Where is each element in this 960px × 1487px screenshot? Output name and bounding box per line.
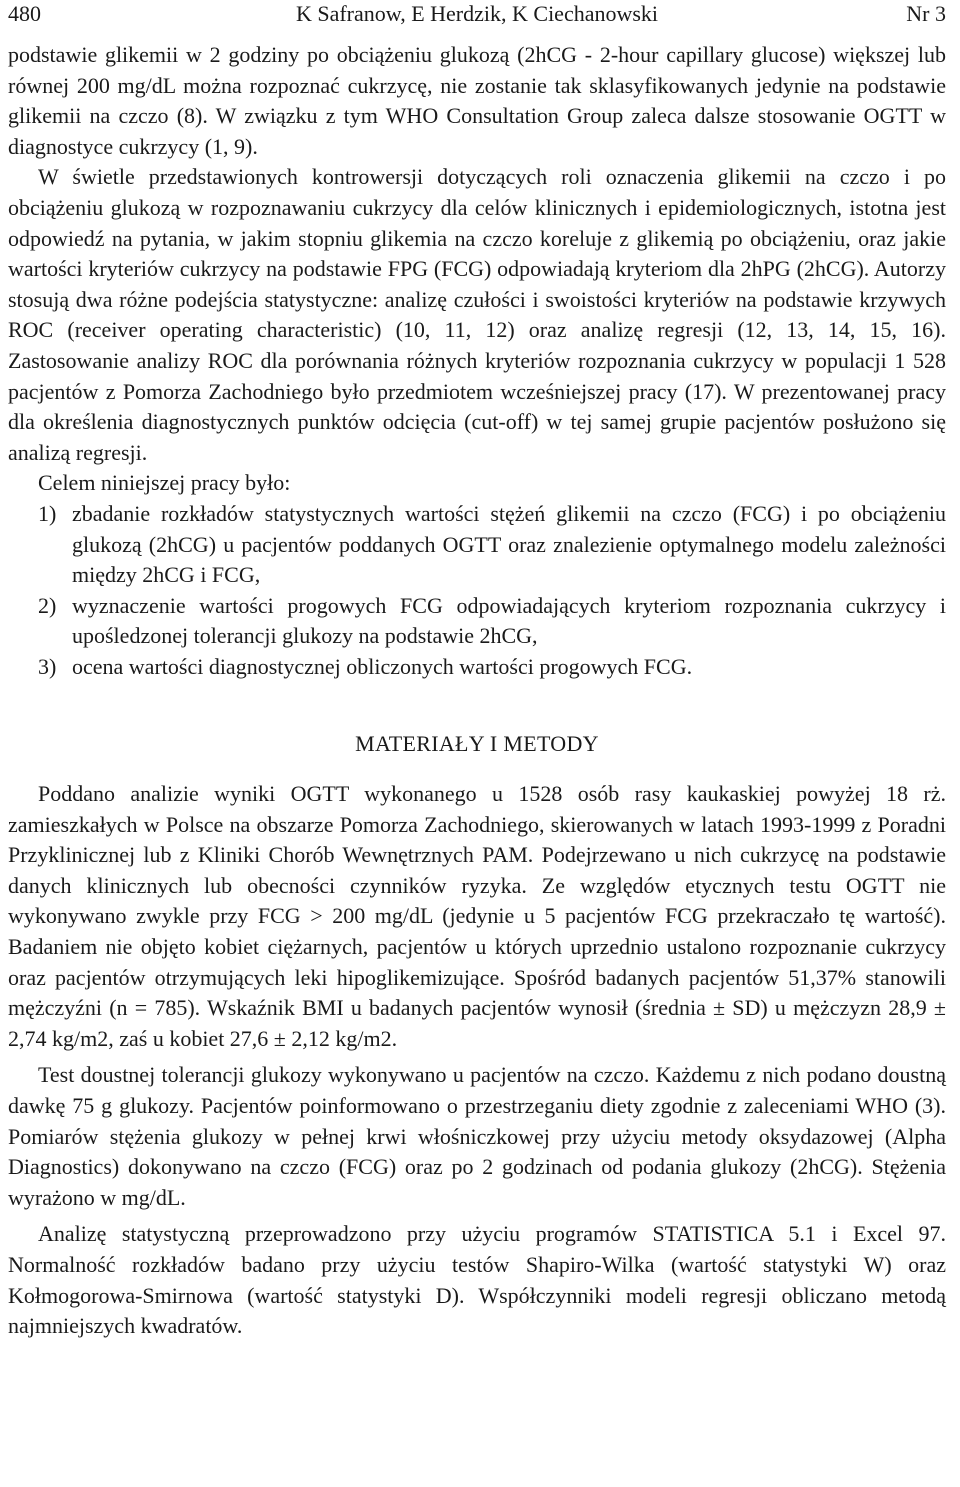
aims-lead: Celem niniejszej pracy było:	[38, 470, 291, 496]
list-item-text: zbadanie rozkładów statystycznych wartości stężeń glikemii na czczo (FCG) i po obciążeniu glukozą (2hCG) u pacjentów poddanych OGTT oraz znalezienie optymalnego modelu zależności między 2hCG i FCG,	[72, 500, 946, 588]
intro-paragraph-2: W świetle przedstawionych kontrowersji dotyczących roli oznaczenia glikemii na czczo i po obciążeniu glukozą w rozpoznawaniu cukrzycy dla celów klinicznych i epidemiologicznych, istotna jest odpowiedź na pytania, w jakim stopniu glikemia na czczo koreluje z glikemią po obciążeniu, oraz jakie wartości kryteriów cukrzycy na podstawie FPG (FCG) odpowiadają kryteriom dla 2hPG (2hCG). Autorzy stosują dwa różne podejścia statystyczne: analizę czułości i swoistości kryteriów na podstawie krzywych ROC (receiver operating characteristic) (10, 11, 12) oraz analizę regresji (12, 13, 14, 15, 16). Zastosowanie analizy ROC dla porównania różnych kryteriów rozpoznania cukrzycy w populacji 1 528 pacjentów z Pomorza Zachodniego było przedmiotem wcześniejszej pracy (17). W prezentowanej pracy dla określenia diagnostycznych punktów odcięcia (cut-off) w tej samej grupie pacjentów posłużono się analizą regresji.	[8, 164, 946, 465]
list-item-text: wyznaczenie wartości progowych FCG odpowiadających kryteriom rozpoznania cukrzycy i upośledzonej tolerancji glukozy na podstawie 2hCG,	[72, 592, 946, 649]
body-text	[8, 40, 946, 1342]
running-header	[8, 0, 946, 40]
list-item-number: 1)	[38, 500, 57, 526]
page-number: 480	[8, 1, 41, 26]
section-heading: MATERIAŁY I METODY	[355, 731, 599, 757]
methods-paragraph-1: Poddano analizie wyniki OGTT wykonanego u 1528 osób rasy kaukaskiej powyżej 18 rż. zamieszkałych w Polsce na obszarze Pomorza Zachodniego, skierowanych w latach 1993-1999 z Poradni Przyklinicznej lub z Kliniki Chorób Wewnętrznych PAM. Podejrzewano u nich cukrzycę na podstawie danych klinicznych lub obecności czynników ryzyka. Ze względów etycznych testu OGTT nie wykonywano zwykle przy FCG > 200 mg/dL (jedynie u 5 pacjentów FCG przekraczało tę wartość). Badaniem nie objęto kobiet ciężarnych, pacjentów u których uprzednio ustalono rozpoznanie cukrzycy oraz pacjentów otrzymujących leki hipoglikemizujące. Spośród badanych pacjentów 51,37% stanowili mężczyźni (n = 785). Wskaźnik BMI u badanych pacjentów wynosił (średnia ± SD) u mężczyzn 28,9 ± 2,74 kg/m2, zaś u kobiet 27,6 ± 2,12 kg/m2.	[8, 781, 946, 1051]
issue-number: Nr 3	[906, 1, 946, 26]
list-item	[8, 591, 946, 652]
list-item	[8, 499, 946, 591]
list-item-text: ocena wartości diagnostycznej obliczonych wartości progowych FCG.	[72, 653, 693, 679]
running-authors: K Safranow, E Herdzik, K Ciechanowski	[295, 1, 659, 26]
list-item	[8, 652, 946, 683]
methods-paragraph-3: Analizę statystyczną przeprowadzono przy użyciu programów STATISTICA 5.1 i Excel 97. Normalność rozkładów badano przy użyciu testów Shapiro-Wilka (wartość statystyki W) oraz Kołmogorowa-Smirnowa (wartość statystyki D). Współczynniki modeli regresji obliczano metodą najmniejszych kwadratów.	[8, 1221, 946, 1339]
aims-list	[8, 499, 946, 683]
intro-paragraph-1: podstawie glikemii w 2 godziny po obciążeniu glukozą (2hCG - 2-hour capillary glucose) większej lub równej 200 mg/dL można rozpoznać cukrzycę, nie zostanie tak sklasyfikowanych jedynie na podstawie glikemii na czczo (8). W związku z tym WHO Consultation Group zaleca dalsze stosowanie OGTT w diagnostyce cukrzycy (1, 9).	[8, 42, 946, 159]
list-item-number: 3)	[38, 653, 57, 679]
list-item-number: 2)	[38, 592, 57, 618]
methods-paragraph-2: Test doustnej tolerancji glukozy wykonywano u pacjentów na czczo. Każdemu z nich podano doustną dawkę 75 g glukozy. Pacjentów poinformowano o przestrzeganiu diety zgodnie z zaleceniami WHO (3). Pomiarów stężenia glukozy w pełnej krwi włośniczkowej przy użyciu metody oksydazowej (Alpha Diagnostics) dokonywano na czczo (FCG) oraz po 2 godzinach od podania glukozy (2hCG). Stężenia wyrażono w mg/dL.	[8, 1062, 946, 1210]
